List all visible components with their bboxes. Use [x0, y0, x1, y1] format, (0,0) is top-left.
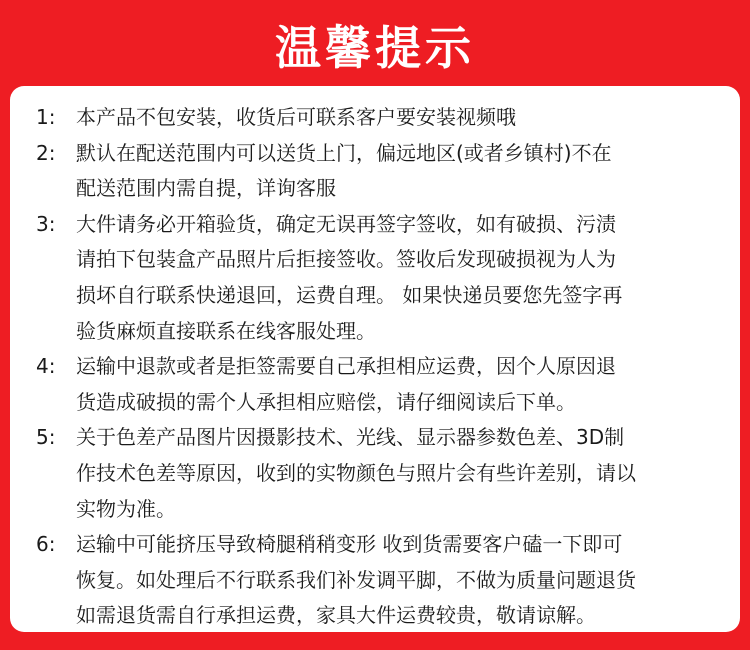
notice-item-text: 运输中可能挤压导致椅腿稍稍变形 收到货需要客户磕一下即可 恢复。如处理后不行联系我们补发调平脚，不做为质量问题退货 如需退货需自行承担运费，家具大件运费较贵，敬请谅解。 — [76, 532, 636, 628]
notice-item-number: 3: — [36, 211, 56, 236]
notice-item-text: 默认在配送范围内可以送货上门，偏远地区(或者乡镇村)不在 配送范围内需自提，详询客服 — [76, 140, 612, 201]
notice-item-number: 6: — [36, 532, 56, 557]
notice-item-5 — [36, 420, 722, 527]
notice-item-2 — [36, 136, 722, 207]
notice-item-number: 1: — [36, 105, 56, 129]
notice-title: 温馨提示 — [275, 21, 475, 75]
notice-item-text: 关于色差产品图片因摄影技术、光线、显示器参数色差、3D制 作技术色差等原因，收到的实物颜色与照片会有些许差别，请以 实物为准。 — [76, 425, 636, 521]
notice-item-3 — [36, 207, 722, 349]
notice-item-4 — [36, 349, 722, 420]
notice-item-number: 2: — [36, 140, 56, 165]
notice-item-text: 运输中退款或者是拒签需要自己承担相应运费，因个人原因退 货造成破损的需个人承担相应赔偿，请仔细阅读后下单。 — [76, 354, 616, 414]
notice-item-number: 4: — [36, 354, 56, 379]
notice-item-number: 5: — [36, 425, 56, 450]
notice-item-text: 本产品不包安装，收货后可联系客户要安装视频哦 — [76, 105, 516, 129]
notice-item-6 — [36, 527, 722, 634]
notice-panel — [10, 86, 740, 632]
notice-item-text: 大件请务必开箱验货，确定无误再签字签收，如有破损、污渍 请拍下包装盒产品照片后拒接签收。签收后发现破损视为人为 损坏自行联系快递退回，运费自理。 如果快递员要您先签字再 验货麻烦直接联系在线客服处理。 — [76, 211, 623, 343]
notice-item-1 — [36, 100, 722, 136]
